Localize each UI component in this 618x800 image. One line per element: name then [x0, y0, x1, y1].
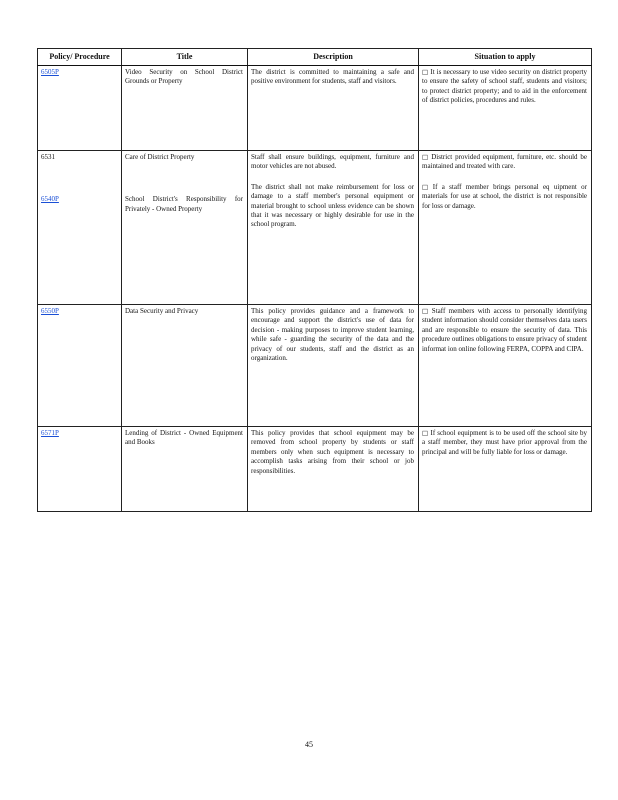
- checkbox-bullet-icon: □: [422, 307, 430, 315]
- table-row: [38, 427, 592, 512]
- description-cell: [248, 151, 419, 305]
- table-row: [38, 151, 592, 305]
- situation-cell: [419, 66, 592, 151]
- situation-text: Staff members with access to personally identifying student information should consider themselves data users and are responsible to ensure the security of data. This procedure outlines obligations to ensure privacy of student informat ion online following FERPA, COPPA and CIPA.: [422, 307, 587, 353]
- policy-code-cell: [38, 66, 122, 151]
- situation-item: [422, 183, 587, 211]
- situation-text: If a staff member brings personal eq uipment or materials for use at school, the district is not responsible for loss or damage.: [422, 182, 587, 210]
- situation-text: If school equipment is to be used off the school site by a staff member, they must have prior approval from the principal and will be fully liable for loss or damage.: [422, 429, 587, 456]
- header-situation: Situation to apply: [419, 49, 592, 66]
- header-title: Title: [122, 49, 248, 66]
- checkbox-bullet-icon: □: [422, 153, 430, 161]
- table-header-row: [38, 49, 592, 66]
- situation-cell: [419, 305, 592, 427]
- checkbox-bullet-icon: □: [422, 68, 429, 76]
- page-number: 45: [305, 740, 313, 749]
- title-text: Care of District Property: [125, 153, 195, 161]
- policy-table: [37, 48, 592, 512]
- header-description: Description: [248, 49, 419, 66]
- policy-link-6571p[interactable]: 6571P: [41, 429, 59, 437]
- situation-cell: [419, 427, 592, 512]
- policy-code-6531: 6531: [41, 153, 55, 161]
- situation-text: District provided equipment, furniture, etc. should be maintained and treated with care.: [422, 153, 587, 171]
- description-cell: This policy provides guidance and a framework to encourage and support the district's use of data for decision - making purposes to improve student learning, while safe - guarding the security of the data and the privacy of our students, staff and the district as an organization.: [248, 305, 419, 427]
- title-cell: Data Security and Privacy: [122, 305, 248, 427]
- table-row: [38, 305, 592, 427]
- policy-link-6505p[interactable]: 6505P: [41, 68, 59, 76]
- policy-code-cell: [38, 151, 122, 305]
- situation-cell: [419, 151, 592, 305]
- header-policy: Policy/ Procedure: [38, 49, 122, 66]
- description-cell: The district is committed to maintaining a safe and positive environment for students, staff and visitors.: [248, 66, 419, 151]
- title-cell: Video Security on School District Grounds or Property: [122, 66, 248, 151]
- checkbox-bullet-icon: □: [422, 429, 429, 437]
- situation-text: It is necessary to use video security on district property to ensure the safety of school staff, students and visitors; to protect district property; and to aid in the enforcement of district policies, procedures and rules.: [422, 68, 587, 105]
- title-cell: [122, 151, 248, 305]
- checkbox-bullet-icon: □: [422, 182, 431, 191]
- situation-item: [422, 153, 587, 172]
- description-text: The district shall not make reimbursement for loss or damage to a staff member's personal equipment or material brought to school unless evidence can be shown that it was necessary or highly desirable for use in the school program.: [251, 182, 414, 229]
- description-text: Staff shall ensure buildings, equipment, furniture and motor vehicles are not abused.: [251, 153, 414, 171]
- policy-link-6540p[interactable]: 6540P: [41, 195, 59, 204]
- table-row: [38, 66, 592, 151]
- policy-link-6550p[interactable]: 6550P: [41, 307, 59, 315]
- title-cell: Lending of District - Owned Equipment and Books: [122, 427, 248, 512]
- description-cell: This policy provides that school equipment may be removed from school property by students or staff members only when such equipment is necessary to accomplish tasks arising from their school or job responsibilities.: [248, 427, 419, 512]
- policy-code-cell: [38, 427, 122, 512]
- title-text: School District's Responsibility for Privately - Owned Property: [125, 195, 243, 213]
- policy-code-cell: [38, 305, 122, 427]
